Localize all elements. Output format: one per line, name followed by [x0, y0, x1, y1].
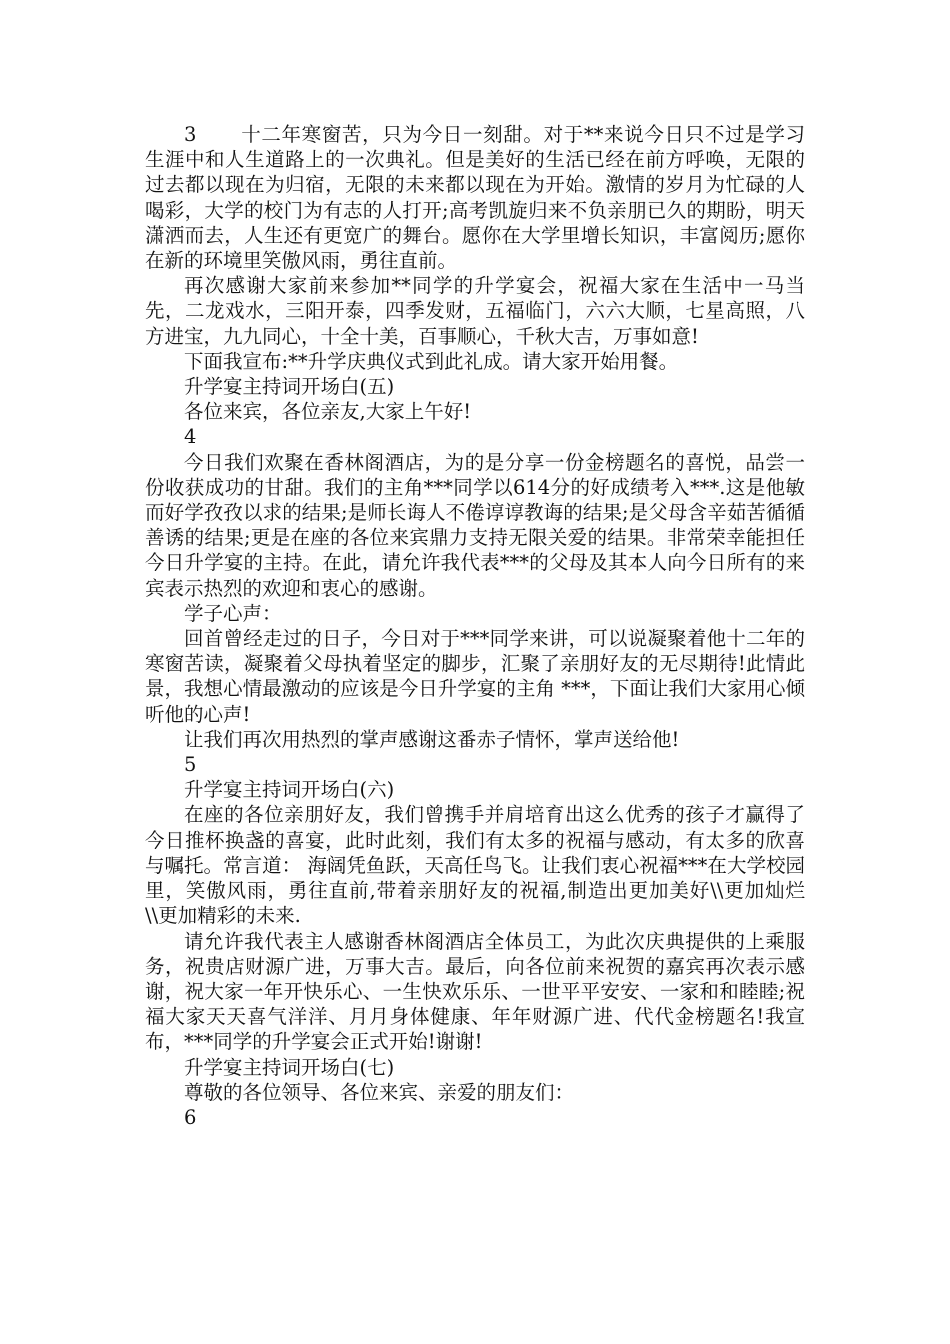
paragraph-1-text: 十二年寒窗苦，只为今日一刻甜。对于**来说今日只不过是学习生涯中和人生道路上的一次典礼。但是美好的生活已经在前方呼唤，无限的过去都以现在为归宿，无限的未来都以现在为开始。激情的岁月为忙碌的人喝彩，大学的校门为有志的人打开;高考凯旋归来不负亲朋已久的期盼，明天潇洒而去，人生还有更宽广的舞台。愿你在大学里增长知识，丰富阅历;愿你在新的环境里笑傲风雨，勇往直前。	[145, 123, 805, 273]
paragraph-1	[145, 122, 805, 273]
section-heading-5: 升学宴主持词开场白(五)	[184, 375, 395, 399]
document-page	[145, 122, 805, 1130]
paragraph-thanks: 再次感谢大家前来参加**同学的升学宴会，祝福大家在生活中一马当先，二龙戏水，三阳开泰，四季发财，五福临门，六六大顺，七星高照，八方进宝，九九同心，十全十美，百事顺心，千秋大吉，万事如意!	[145, 274, 805, 348]
section-heading-6: 升学宴主持词开场白(六)	[184, 778, 395, 802]
paragraph-blessing: 在座的各位亲朋好友，我们曾携手并肩培育出这么优秀的孩子才赢得了今日推杯换盏的喜宴，此时此刻，我们有太多的祝福与感动，有太多的欣喜与嘱托。常言道： 海阔凭鱼跃，天高任鸟飞。让我们衷心祝福***在大学校园里，笑傲风雨，勇往直前,带着亲朋好友的祝福,制造出更加美好\\更加灿烂\\更加精彩的未来.	[145, 803, 805, 928]
page-number-4: 4	[184, 425, 197, 449]
page-number-6: 6	[184, 1105, 197, 1129]
student-voice-heading: 学子心声：	[184, 601, 282, 625]
paragraph-celebration: 今日我们欢聚在香林阁酒店，为的是分享一份金榜题名的喜悦，品尝一份收获成功的甘甜。我们的主角***同学以614分的好成绩考入***.这是他敏而好学孜孜以求的结果;是师长诲人不倦谆谆教诲的结果;是父母含辛茹苦循循善诱的结果;更是在座的各位来宾鼎力支持无限关爱的结果。非常荣幸能担任今日升学宴的主持。在此，请允许我代表***的父母及其本人向今日所有的来宾表示热烈的欢迎和衷心的感谢。	[145, 450, 805, 600]
section-heading-7: 升学宴主持词开场白(七)	[184, 1055, 395, 1079]
paragraph-closing: 请允许我代表主人感谢香林阁酒店全体员工，为此次庆典提供的上乘服务，祝贵店财源广进，万事大吉。最后，向各位前来祝贺的嘉宾再次表示感谢，祝大家一年开快乐心、一生快欢乐乐、一世平平安安、一家和和睦睦;祝福大家天天喜气洋洋、月月身体健康、年年财源广进、代代金榜题名!我宣布，***同学的升学宴会正式开始!谢谢!	[145, 929, 805, 1054]
applause-line: 让我们再次用热烈的掌声感谢这番赤子情怀，掌声送给他!	[184, 727, 680, 751]
paragraph-student-voice: 回首曾经走过的日子，今日对于***同学来讲，可以说凝聚着他十二年的寒窗苦读，凝聚着父母执着坚定的脚步，汇聚了亲朋好友的无尽期待!此情此景，我想心情最激动的应该是今日升学宴的主角 ***，下面让我们大家用心倾听他的心声!	[145, 627, 805, 726]
announcement-line: 下面我宣布:**升学庆典仪式到此礼成。请大家开始用餐。	[184, 349, 679, 373]
greeting-line: 各位来宾，各位亲友,大家上午好!	[184, 400, 472, 424]
address-line: 尊敬的各位领导、各位来宾、亲爱的朋友们：	[184, 1080, 575, 1104]
page-number-3: 3	[184, 123, 197, 146]
page-number-5: 5	[184, 753, 197, 777]
